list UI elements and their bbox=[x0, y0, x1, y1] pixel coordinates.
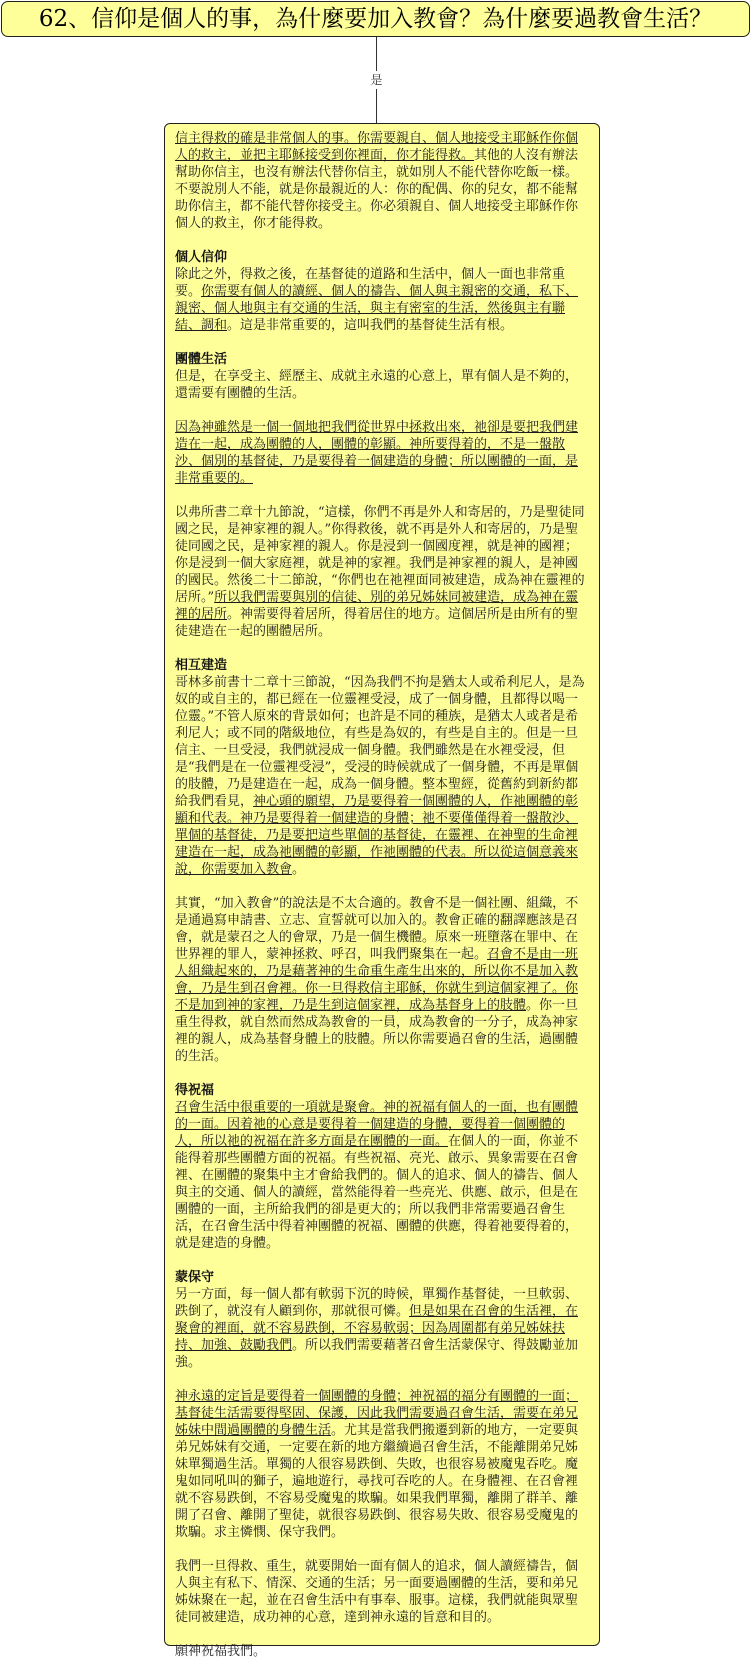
underlined-text: 召會不是由一班人組織起來的，乃是藉著神的生命重生產生出來的，所以你不是加入教會，乃是生到召會裡。你一旦得救信主耶穌，你就生到這個家裡了。你不是加到神的家裡，乃是生到這個家裡，成為基督身上的肢體 bbox=[175, 947, 579, 1013]
underlined-text: 但是如果在召會的生活裡，在聚會的裡面，就不容易跌倒，不容易軟弱；因為周圍都有弟兄姊妹扶持、加強、鼓勵我們 bbox=[175, 1304, 579, 1353]
body-text: 在個人的一面，你並不能得着那些團體方面的祝福。有些祝福、亮光、啟示、異象需要在召會裡、在團體的聚集中主才會給我們的。個人的追求、個人的禱告、個人與主的交通、個人的讀經，當然能得着一些亮光、供應、啟示，但是在團體的一面，主所給我們的卻是更大的；所以我們非常需要過召會生活，在召會生活中得着神團體的祝福、團體的供應，得着祂要得着的，就是建造的身體。 bbox=[175, 1134, 579, 1251]
answer-paragraph bbox=[175, 1388, 589, 1541]
underlined-text: 你需要有個人的讀經、個人的禱告、個人與主親密的交通，私下、親密、個人地與主有交通的生活，與主有密室的生活，然後與主有聯結、調和 bbox=[175, 284, 579, 333]
body-text: 。尤其是當我們搬遷到新的地方，一定要與弟兄姊妹有交通，一定要在新的地方繼續過召會生活，不能離開弟兄姊妹單獨過生活。單獨的人很容易跌倒、失敗，也很容易被魔鬼吞吃。魔鬼如同吼叫的獅子，遍地遊行，尋找可吞吃的人。在身體裡、在召會裡就不容易跌倒，不容易受魔鬼的欺騙。如果我們單獨，離開了群羊、離開了召會、離開了聖徒，就很容易跌倒、很容易失敗、很容易受魔鬼的欺騙。求主憐憫、保守我們。 bbox=[175, 1423, 579, 1540]
question-title-text: 62、信仰是個人的事，為什麼要加入教會？為什麼要過教會生活？ bbox=[38, 6, 713, 32]
answer-paragraph bbox=[175, 249, 589, 334]
underlined-text: 所以我們需要與別的信徒、別的弟兄姊妹同被建造，成為神在靈裡的居所 bbox=[175, 590, 579, 622]
question-title-node bbox=[1, 1, 750, 37]
body-text: 。 bbox=[292, 862, 306, 877]
answer-paragraph bbox=[175, 1558, 589, 1626]
body-text: 。這是非常重要的，這叫我們的基督徒生活有根。 bbox=[227, 318, 514, 333]
answer-paragraph bbox=[175, 130, 589, 232]
underlined-text: 神永遠的定旨是要得着一個團體的身體；神祝福的福分有團體的一面；基督徒生活需要得堅固、保護，因此我們需要過召會生活，需要在弟兄姊妹中間過團體的身體生活 bbox=[175, 1389, 579, 1438]
answer-paragraph bbox=[175, 351, 589, 402]
answer-paragraph bbox=[175, 419, 589, 487]
section-heading: 個人信仰 bbox=[175, 250, 228, 265]
answer-paragraph bbox=[175, 895, 589, 1065]
body-text: 我們一旦得救、重生，就要開始一面有個人的追求，個人讀經禱告，個人與主有私下、情深、交通的生活；另一面要過團體的生活，要和弟兄姊妹聚在一起，並在召會生活中有事奉、服事。這樣，我們就能與眾聖徒同被建造，成功神的心意，達到神永遠的旨意和目的。 bbox=[175, 1559, 579, 1625]
body-text: 除此之外，得救之後，在基督徒的道路和生活中，個人一面也非常重要。 bbox=[175, 267, 566, 299]
body-text: 願神祝福我們。 bbox=[175, 1644, 267, 1659]
body-text: 哥林多前書十二章十三節說，“因為我們不拘是猶太人或希利尼人，是為奴的或自主的，都已經在一位靈裡受浸，成了一個身體，且都得以喝一位靈。”不管人原來的背景如何；也許是不同的種族，是猶太人或者是希利尼人；或不同的階級地位，有些是為奴的，有些是自主的。但是一旦信主、一旦受浸，我們就浸成一個身體。我們雖然是在水裡受浸，但是“我們是在一位靈裡受浸”，受浸的時候就成了一個身體，不再是單個的肢體，乃是建造在一起，成為一個身體。整本聖經，從舊約到新約都給我們看見， bbox=[175, 675, 585, 809]
answer-content-node bbox=[164, 123, 600, 1659]
section-heading: 蒙保守 bbox=[175, 1270, 215, 1285]
body-text: 但是，在享受主、經歷主、成就主永遠的心意上，單有個人是不夠的，還需要有團體的生活。 bbox=[175, 369, 579, 401]
body-text: 以弗所書二章十九節說，“這樣，你們不再是外人和寄居的，乃是聖徒同國之民，是神家裡的親人。”你得救後，就不再是外人和寄居的，乃是聖徒同國之民，是神家裡的親人。你是浸到一個國度裡，就是神的國裡；你是浸到一個大家庭裡，就是神的家裡。我們是神家裡的親人，是神國的國民。然後二十二節說，“你們也在祂裡面同被建造，成為神在靈裡的居所。” bbox=[175, 505, 585, 605]
answer-paragraph bbox=[175, 1082, 589, 1252]
body-text: 。所以我們需要藉著召會生活蒙保守、得鼓勵並加強。 bbox=[175, 1338, 579, 1370]
answer-paragraph bbox=[175, 1269, 589, 1371]
section-heading: 團體生活 bbox=[175, 352, 228, 367]
body-text: 其實，“加入教會”的說法是不太合適的。教會不是一個社團、組織，不是通過寫申請書、立志、宣誓就可以加入的。教會正確的翻譯應該是召會，就是蒙召之人的會眾，乃是一個生機體。原來一班墮落在罪中、在世界裡的罪人，蒙神拯救、呼召，叫我們聚集在一起。 bbox=[175, 896, 579, 962]
body-text: 。神需要得着居所，得着居住的地方。這個居所是由所有的聖徒建造在一起的團體居所。 bbox=[175, 607, 579, 639]
body-text: 另一方面，每一個人都有軟弱下沉的時候，單獨作基督徒，一旦軟弱、跌倒了，就沒有人顧到你，那就很可憐。 bbox=[175, 1287, 579, 1319]
underlined-text: 因為神雖然是一個一個地把我們從世界中拯救出來，祂卻是要把我們建造在一起，成為團體的人，團體的彰顯。神所要得着的，不是一盤散沙、個別的基督徒，乃是要得着一個建造的身體；所以團體的一面，是非常重要的。 bbox=[175, 420, 579, 486]
answer-paragraph bbox=[175, 657, 589, 878]
body-text: 。你一旦重生得救，就自然而然成為教會的一員，成為教會的一分子，成為神家裡的親人，成為基督身體上的肢體。所以你需要過召會的生活，過團體的生活。 bbox=[175, 998, 579, 1064]
underlined-text: 神心頭的願望，乃是要得着一個團體的人，作祂團體的彰顯和代表。神乃是要得着一個建造的身體；祂不要僅僅得着一盤散沙、單個的基督徒，乃是要把這些單個的基督徒，在靈裡、在神聖的生命裡建造在一起，成為祂團體的彰顯，作祂團體的代表。所以從這個意義來說，你需要加入教會 bbox=[175, 794, 579, 877]
body-text: 其他的人沒有辦法幫助你信主，也沒有辦法代替你信主，就如別人不能代替你吃飯一樣。不要說別人不能，就是你最親近的人：你的配偶、你的兒女，都不能幫助你信主，都不能代替你接受主。你必須親自、個人地接受主耶穌作你個人的救主，你才能得救。 bbox=[175, 148, 579, 231]
answer-paragraph bbox=[175, 504, 589, 640]
edge-label-yes: 是 bbox=[366, 71, 387, 89]
answer-paragraph bbox=[175, 1643, 589, 1660]
section-heading: 得祝福 bbox=[175, 1083, 215, 1098]
underlined-text: 信主得救的確是非常個人的事。你需要親自、個人地接受主耶穌作你個人的救主，並把主耶穌接受到你裡面，你才能得救。 bbox=[175, 131, 579, 163]
section-heading: 相互建造 bbox=[175, 658, 228, 673]
underlined-text: 召會生活中很重要的一項就是聚會。神的祝福有個人的一面，也有團體的一面。因着祂的心意是要得着一個建造的身體，要得着一個團體的人，所以祂的祝福在許多方面是在團體的一面。 bbox=[175, 1100, 579, 1149]
